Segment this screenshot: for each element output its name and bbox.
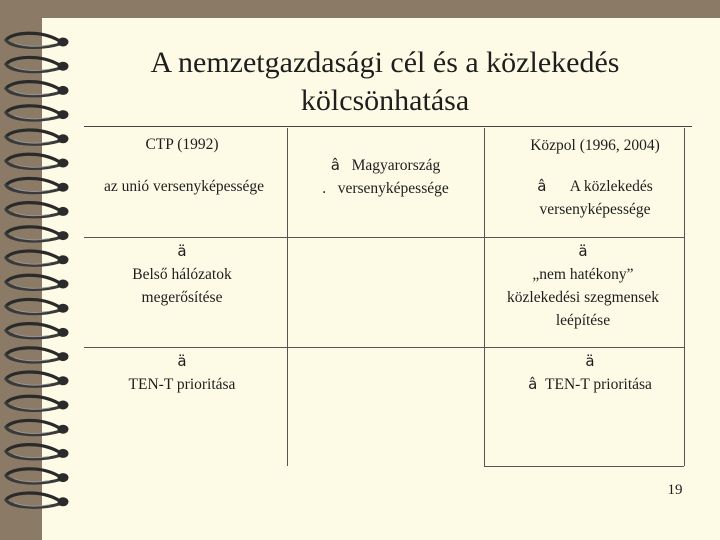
row3-col3-text: TEN-T prioritása xyxy=(545,376,652,393)
binding-ring xyxy=(6,396,69,410)
table-divider-h3 xyxy=(484,466,684,467)
slide-title xyxy=(85,44,685,120)
up-arrow-icon: ä xyxy=(177,352,187,370)
row2-col1-text2: megerősítése xyxy=(141,289,223,306)
title-divider xyxy=(84,126,692,127)
binding-ring xyxy=(6,227,69,241)
binding-ring xyxy=(6,154,69,168)
binding-ring xyxy=(6,372,69,386)
up-arrow-icon: ä xyxy=(578,242,588,260)
binding-ring xyxy=(6,57,69,71)
down-arrow-icon: â xyxy=(330,156,340,174)
row3-col1-text: TEN-T prioritása xyxy=(128,376,236,393)
binding-ring xyxy=(6,130,69,144)
binding-ring xyxy=(6,445,69,459)
binding-ring xyxy=(6,251,69,265)
binding-ring xyxy=(6,420,69,434)
row3-col3 xyxy=(484,350,696,396)
binding-ring xyxy=(6,299,69,313)
row1-col1: az unió versenyképessége xyxy=(103,178,265,195)
down-arrow-icon: â xyxy=(528,375,538,393)
row3-col3-line xyxy=(484,373,696,396)
down-arrow-icon: â xyxy=(537,177,547,195)
row2-col1 xyxy=(84,240,280,309)
row1-col3-line1 xyxy=(484,175,706,198)
col3-header: Közpol (1996, 2004) xyxy=(530,137,660,154)
row1-col2 xyxy=(287,154,484,200)
col1-header: CTP (1992) xyxy=(145,136,219,153)
binding-ring xyxy=(6,203,69,217)
binding-ring xyxy=(6,106,69,120)
row1-col2-line2 xyxy=(287,177,484,200)
page-number: 19 xyxy=(667,482,683,498)
up-arrow-icon: ä xyxy=(585,352,595,370)
binding-ring xyxy=(6,275,69,289)
spiral-binding xyxy=(0,0,80,540)
row2-col3-text1: „nem hatékony” xyxy=(532,266,634,283)
row1-col2-line1 xyxy=(287,154,484,177)
row1-col3-text2: versenyképessége xyxy=(539,201,651,218)
up-arrow-icon: ä xyxy=(177,242,187,260)
binding-ring xyxy=(6,348,69,362)
binding-ring xyxy=(6,324,69,338)
row1-col3 xyxy=(484,175,706,221)
binding-ring xyxy=(6,493,69,507)
row2-col3-text3: leépítése xyxy=(555,312,611,329)
table-divider-h2 xyxy=(84,347,684,348)
title-line-1: A nemzetgazdasági cél és a közlekedés xyxy=(150,46,620,79)
row3-col1 xyxy=(84,350,280,396)
row2-col3 xyxy=(484,240,682,332)
binding-ring xyxy=(6,33,69,47)
binding-ring xyxy=(6,469,69,483)
row1-col2-text2: versenyképessége xyxy=(337,180,449,197)
row2-col3-text2: közlekedési szegmensek xyxy=(507,289,659,306)
table-divider-h1 xyxy=(84,237,684,238)
row1-col2-text1: Magyarország xyxy=(351,157,441,174)
title-line-2: kölcsönhatása xyxy=(300,84,470,117)
row1-col2-dot: . xyxy=(322,180,327,197)
binding-ring xyxy=(6,82,69,96)
row1-col3-text1: A közlekedés xyxy=(569,178,653,195)
binding-ring xyxy=(6,178,69,192)
row2-col1-text1: Belső hálózatok xyxy=(132,266,232,283)
